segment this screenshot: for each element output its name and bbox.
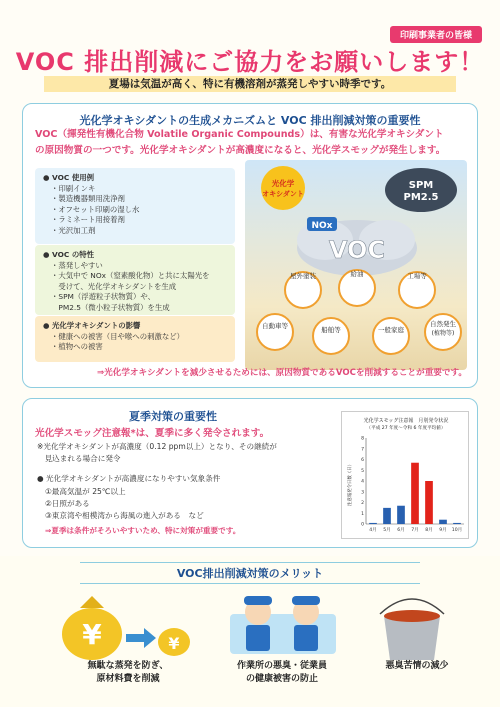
x-tick-label: 8月 — [425, 528, 433, 533]
nox-label: NOx — [311, 221, 333, 231]
y-tick-label: 3 — [361, 490, 364, 496]
mechanism-svg — [245, 160, 467, 370]
source-home-icon — [373, 318, 409, 354]
chart-ylabel: 注意報発令日数（日） — [348, 462, 353, 506]
list-item: ・オフセット印刷の湿し水 — [51, 204, 140, 214]
list-item: ・製造機器類用洗浄剤 — [51, 194, 125, 203]
chart-title-2: （平成 27 年度～令和 6 年度平均値） — [366, 426, 446, 431]
workshop-icon — [230, 614, 336, 654]
mechanism-panel — [22, 103, 478, 388]
worker-body-icon — [294, 625, 318, 651]
y-tick-label: 0 — [361, 522, 364, 528]
summer-conclusion: ⇒夏季は条件がそろいやすいため、特に対策が重要です。 — [45, 526, 241, 535]
x-tick-label: 6月 — [397, 528, 405, 533]
summer-title: 夏季対策の重要性 — [129, 410, 217, 423]
oxidant-label-1: 光化学 — [271, 179, 295, 188]
condition-item: ③東京湾や相模湾から海風の進入がある など — [45, 511, 204, 520]
bar-10月 — [453, 523, 461, 524]
bar-7月 — [411, 463, 419, 524]
spm-label: SPM — [408, 180, 434, 191]
condition-item: ②日照がある — [45, 499, 90, 508]
list-item: ・SPM（浮遊粒子状物質）や、 — [51, 292, 156, 301]
merit-caption-1 — [58, 660, 198, 686]
worker-body-icon — [246, 625, 270, 651]
bar-9月 — [439, 520, 447, 524]
mechanism-lead-1: VOC（揮発性有機化合物 Volatile Organic Compounds）は、有害な光化学オキシダント — [35, 129, 444, 140]
list-item: PM2.5（微小粒子状物質）を生成 — [51, 302, 170, 312]
source-label: 屋外塗装 — [290, 272, 316, 280]
list-item: ・健康への被害（目や喉への刺激など） — [51, 331, 185, 341]
list-item: ・蒸発しやすい — [51, 260, 103, 270]
y-tick-label: 2 — [361, 501, 364, 507]
y-tick-label: 1 — [361, 511, 364, 517]
mechanism-conclusion: ⇒光化学オキシダントを減少させるためには、原因物質であるVOCを削減することが重要です。 — [96, 368, 467, 378]
list-item: ・植物への被害 — [51, 342, 103, 351]
y-tick-label: 4 — [361, 479, 364, 485]
conditions-heading: ● 光化学オキシダントが高濃度になりやすい気象条件 — [37, 474, 221, 483]
mechanism-lead-2: の原因物質の一つです。光化学オキシダントが高濃度になると、光化学スモッグが発生します。 — [35, 145, 446, 156]
list-item: ・光沢加工剤 — [51, 225, 96, 235]
oxidant-effects-heading: ● 光化学オキシダントの影響 — [43, 321, 141, 330]
bar-6月 — [397, 506, 405, 524]
x-tick-label: 9月 — [439, 528, 447, 533]
merit-caption-line: 無駄な蒸発を防ぎ、 — [87, 661, 169, 671]
money-bags-icon — [60, 586, 190, 666]
summer-note-2: 見込まれる場合に発令 — [37, 454, 121, 463]
oxidant-effects-box — [35, 316, 235, 362]
x-tick-label: 5月 — [383, 528, 391, 533]
audience-tag: 印刷事業者の皆様 — [390, 26, 482, 43]
yen-icon: ¥ — [168, 634, 180, 653]
summer-panel — [22, 398, 478, 548]
voc-mechanism-illustration — [245, 160, 467, 370]
y-tick-label: 5 — [361, 468, 364, 474]
subtitle-bar: 夏場は気温が高く、特に有機溶剤が蒸発しやすい時季です。 — [44, 76, 456, 92]
sun-icon — [261, 166, 305, 210]
merits-title: VOC排出削減対策のメリット — [80, 562, 420, 584]
source-label: 給油 — [350, 270, 364, 278]
y-tick-label: 8 — [361, 436, 364, 442]
source-label: (植物等) — [431, 330, 455, 337]
worker-cap-icon — [292, 596, 320, 605]
summer-note-1: ※光化学オキシダントが高濃度（0.12 ppm以上）となり、その継続が — [37, 442, 277, 451]
summer-lead: 光化学スモッグ注意報*は、夏季に多く発令されます。 — [35, 428, 270, 439]
source-label: 船舶等 — [321, 326, 341, 334]
worker-cap-icon — [244, 596, 272, 605]
oxidant-label-2: オキシダント — [262, 190, 304, 198]
workers-icon — [228, 588, 338, 663]
voc-usage-box — [35, 168, 235, 244]
bar-5月 — [383, 508, 391, 524]
merit-caption-2 — [212, 660, 352, 686]
source-label: 自然発生 — [430, 320, 456, 328]
bag-knot-icon — [80, 596, 104, 608]
voc-label: VOC — [328, 236, 386, 264]
yen-icon: ¥ — [82, 618, 102, 651]
list-item: 受けて、光化学オキシダントを生成 — [51, 281, 177, 291]
mechanism-title: 光化学オキシダントの生成メカニズムと VOC 排出削減対策の重要性 — [79, 114, 421, 127]
condition-item: ①最高気温が 25℃以上 — [45, 487, 126, 496]
chart-svg — [342, 412, 470, 540]
x-tick-label: 4月 — [369, 528, 377, 533]
bucket-contents-icon — [384, 610, 440, 622]
warning-bar-chart — [341, 411, 469, 539]
y-tick-label: 6 — [361, 458, 364, 464]
merit-caption-line: の健康被害の防止 — [245, 674, 318, 684]
bar-8月 — [425, 481, 433, 524]
bar-4月 — [369, 523, 377, 524]
merit-caption-line: 原材料費を削減 — [96, 674, 160, 684]
source-car-icon — [257, 314, 293, 350]
pm25-label: PM2.5 — [403, 192, 439, 203]
list-item: ・印刷インキ — [51, 183, 96, 193]
chart-title-1: 光化学スモッグ注意報 月別発令状況 — [363, 418, 449, 424]
main-title: VOC 排出削減にご協力をお願いします！ — [15, 48, 485, 76]
source-label: 一般家庭 — [378, 326, 404, 334]
merit-caption-line: 悪臭苦情の減少 — [385, 661, 449, 671]
x-tick-label: 10月 — [451, 528, 463, 533]
source-label: 自動車等 — [262, 322, 288, 330]
voc-traits-heading: ● VOC の特性 — [43, 250, 95, 259]
bucket-icon — [372, 590, 452, 662]
merit-caption-line: 作業所の悪臭・従業員 — [236, 661, 327, 671]
list-item: ・ラミネート用接着剤 — [51, 215, 125, 224]
source-label: 工場等 — [407, 272, 427, 280]
y-tick-label: 7 — [361, 447, 364, 453]
voc-traits-box — [35, 245, 235, 315]
arrow-right-icon — [126, 628, 156, 648]
source-ship-icon — [313, 318, 349, 354]
x-tick-label: 7月 — [411, 528, 419, 533]
bucket-body-icon — [384, 616, 440, 660]
voc-usage-heading: ● VOC 使用例 — [43, 173, 95, 182]
list-item: ・大気中で NOx（窒素酸化物）と共に太陽光を — [51, 271, 210, 280]
merit-caption-3 — [362, 660, 472, 673]
